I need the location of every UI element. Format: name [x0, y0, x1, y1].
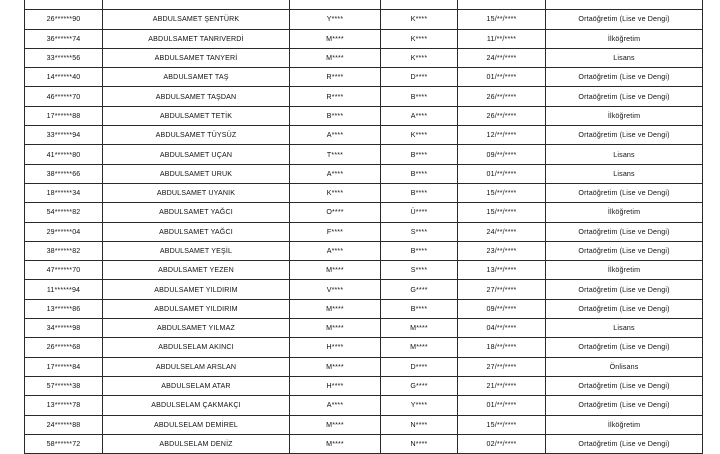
id-cell: 38******82 — [25, 241, 103, 260]
education-cell: Ortaöğretim (Lise ve Dengi) — [546, 396, 703, 415]
mother-initial-cell: B**** — [381, 241, 458, 260]
father-initial-cell: R**** — [290, 68, 381, 87]
date-cell: 01/**/**** — [458, 164, 546, 183]
name-cell: ABDULSAMET URUK — [103, 164, 290, 183]
education-cell: Ortaöğretim (Lise ve Dengi) — [546, 299, 703, 318]
date-cell: 23/**/**** — [458, 241, 546, 260]
id-cell: 46******70 — [25, 87, 103, 106]
name-cell: ABDULSAMET TÜYSÜZ — [103, 126, 290, 145]
education-cell: Önlisans — [546, 357, 703, 376]
records-table — [24, 0, 703, 454]
mother-initial-cell: K**** — [381, 10, 458, 29]
mother-initial-cell: B**** — [381, 183, 458, 202]
mother-initial-cell: D**** — [381, 357, 458, 376]
education-cell: Ortaöğretim (Lise ve Dengi) — [546, 376, 703, 395]
table-row — [25, 48, 703, 67]
table-row — [25, 164, 703, 183]
table-row — [25, 261, 703, 280]
education-cell: Ortaöğretim (Lise ve Dengi) — [546, 183, 703, 202]
mother-initial-cell: Y**** — [381, 396, 458, 415]
id-cell: 18******34 — [25, 183, 103, 202]
table-row — [25, 396, 703, 415]
name-cell: ABDULSAMET TANYERİ — [103, 48, 290, 67]
name-cell: ABDULSAMET UYANIK — [103, 183, 290, 202]
father-initial-cell: T**** — [290, 145, 381, 164]
table-row — [25, 10, 703, 29]
date-cell: 18/**/**** — [458, 338, 546, 357]
id-cell: 34******98 — [25, 319, 103, 338]
father-initial-cell: F**** — [290, 222, 381, 241]
education-cell: Ortaöğretim (Lise ve Dengi) — [546, 338, 703, 357]
id-cell: 47******70 — [25, 261, 103, 280]
education-cell: İlköğretim — [546, 203, 703, 222]
date-cell: 15/**/**** — [458, 10, 546, 29]
id-cell: 36******74 — [25, 29, 103, 48]
table-cell — [546, 0, 703, 10]
name-cell: ABDULSELAM AKINCI — [103, 338, 290, 357]
id-cell: 17******88 — [25, 106, 103, 125]
table-row — [25, 357, 703, 376]
name-cell: ABDULSAMET TAŞDAN — [103, 87, 290, 106]
education-cell: Ortaöğretim (Lise ve Dengi) — [546, 126, 703, 145]
father-initial-cell: B**** — [290, 106, 381, 125]
father-initial-cell: M**** — [290, 434, 381, 453]
records-table-body — [25, 0, 703, 454]
date-cell: 13/**/**** — [458, 261, 546, 280]
table-row — [25, 87, 703, 106]
father-initial-cell: V**** — [290, 280, 381, 299]
date-cell: 24/**/**** — [458, 48, 546, 67]
name-cell: ABDULSAMET YILDIRIM — [103, 299, 290, 318]
education-cell: İlköğretim — [546, 261, 703, 280]
father-initial-cell: Y**** — [290, 10, 381, 29]
date-cell: 04/**/**** — [458, 319, 546, 338]
father-initial-cell: M**** — [290, 299, 381, 318]
id-cell: 13******78 — [25, 396, 103, 415]
father-initial-cell: M**** — [290, 261, 381, 280]
education-cell: Ortaöğretim (Lise ve Dengi) — [546, 280, 703, 299]
mother-initial-cell: S**** — [381, 261, 458, 280]
table-row — [25, 68, 703, 87]
id-cell: 54******82 — [25, 203, 103, 222]
table-row — [25, 299, 703, 318]
date-cell: 11/**/**** — [458, 29, 546, 48]
mother-initial-cell: B**** — [381, 299, 458, 318]
education-cell: Ortaöğretim (Lise ve Dengi) — [546, 10, 703, 29]
father-initial-cell: K**** — [290, 183, 381, 202]
education-cell: Lisans — [546, 48, 703, 67]
name-cell: ABDULSAMET ŞENTÜRK — [103, 10, 290, 29]
name-cell: ABDULSAMET TANRIVERDİ — [103, 29, 290, 48]
name-cell: ABDULSAMET YILDIRIM — [103, 280, 290, 299]
father-initial-cell: H**** — [290, 376, 381, 395]
id-cell: 41******80 — [25, 145, 103, 164]
date-cell: 02/**/**** — [458, 434, 546, 453]
father-initial-cell: H**** — [290, 338, 381, 357]
father-initial-cell: R**** — [290, 87, 381, 106]
education-cell: Ortaöğretim (Lise ve Dengi) — [546, 87, 703, 106]
name-cell: ABDULSAMET YAĞCI — [103, 222, 290, 241]
name-cell: ABDULSAMET YEZEN — [103, 261, 290, 280]
date-cell: 15/**/**** — [458, 183, 546, 202]
father-initial-cell: M**** — [290, 29, 381, 48]
table-cell — [381, 0, 458, 10]
father-initial-cell: M**** — [290, 319, 381, 338]
mother-initial-cell: B**** — [381, 87, 458, 106]
name-cell: ABDULSELAM DENİZ — [103, 434, 290, 453]
education-cell: İlköğretim — [546, 29, 703, 48]
id-cell: 29******04 — [25, 222, 103, 241]
education-cell: Lisans — [546, 164, 703, 183]
id-cell: 33******56 — [25, 48, 103, 67]
table-row — [25, 319, 703, 338]
table-row — [25, 280, 703, 299]
mother-initial-cell: N**** — [381, 415, 458, 434]
mother-initial-cell: B**** — [381, 164, 458, 183]
id-cell: 57******38 — [25, 376, 103, 395]
mother-initial-cell: M**** — [381, 338, 458, 357]
table-row-partial — [25, 0, 703, 10]
date-cell: 27/**/**** — [458, 280, 546, 299]
table-cell — [290, 0, 381, 10]
name-cell: ABDULSAMET TETİK — [103, 106, 290, 125]
table-row — [25, 434, 703, 453]
table-row — [25, 338, 703, 357]
name-cell: ABDULSAMET UÇAN — [103, 145, 290, 164]
date-cell: 01/**/**** — [458, 396, 546, 415]
id-cell: 24******88 — [25, 415, 103, 434]
date-cell: 09/**/**** — [458, 145, 546, 164]
father-initial-cell: A**** — [290, 396, 381, 415]
id-cell: 26******68 — [25, 338, 103, 357]
id-cell: 17******84 — [25, 357, 103, 376]
table-row — [25, 126, 703, 145]
mother-initial-cell: B**** — [381, 145, 458, 164]
table-row — [25, 376, 703, 395]
table-row — [25, 106, 703, 125]
education-cell: Ortaöğretim (Lise ve Dengi) — [546, 241, 703, 260]
date-cell: 01/**/**** — [458, 68, 546, 87]
education-cell: Ortaöğretim (Lise ve Dengi) — [546, 434, 703, 453]
education-cell: İlköğretim — [546, 415, 703, 434]
id-cell: 33******94 — [25, 126, 103, 145]
father-initial-cell: O**** — [290, 203, 381, 222]
date-cell: 24/**/**** — [458, 222, 546, 241]
id-cell: 38******66 — [25, 164, 103, 183]
mother-initial-cell: M**** — [381, 319, 458, 338]
mother-initial-cell: N**** — [381, 434, 458, 453]
table-cell — [25, 0, 103, 10]
education-cell: Ortaöğretim (Lise ve Dengi) — [546, 222, 703, 241]
table-row — [25, 203, 703, 222]
id-cell: 11******94 — [25, 280, 103, 299]
date-cell: 21/**/**** — [458, 376, 546, 395]
father-initial-cell: M**** — [290, 48, 381, 67]
name-cell: ABDULSAMET YILMAZ — [103, 319, 290, 338]
education-cell: Ortaöğretim (Lise ve Dengi) — [546, 68, 703, 87]
name-cell: ABDULSAMET TAŞ — [103, 68, 290, 87]
father-initial-cell: A**** — [290, 126, 381, 145]
table-row — [25, 145, 703, 164]
table-row — [25, 29, 703, 48]
table-row — [25, 222, 703, 241]
mother-initial-cell: A**** — [381, 106, 458, 125]
education-cell: Lisans — [546, 145, 703, 164]
mother-initial-cell: S**** — [381, 222, 458, 241]
id-cell: 13******86 — [25, 299, 103, 318]
mother-initial-cell: K**** — [381, 29, 458, 48]
mother-initial-cell: K**** — [381, 126, 458, 145]
date-cell: 27/**/**** — [458, 357, 546, 376]
mother-initial-cell: D**** — [381, 68, 458, 87]
date-cell: 26/**/**** — [458, 87, 546, 106]
education-cell: Lisans — [546, 319, 703, 338]
id-cell: 26******90 — [25, 10, 103, 29]
father-initial-cell: M**** — [290, 357, 381, 376]
name-cell: ABDULSAMET YAĞCI — [103, 203, 290, 222]
date-cell: 15/**/**** — [458, 415, 546, 434]
name-cell: ABDULSELAM ATAR — [103, 376, 290, 395]
father-initial-cell: A**** — [290, 164, 381, 183]
mother-initial-cell: G**** — [381, 376, 458, 395]
table-row — [25, 183, 703, 202]
date-cell: 15/**/**** — [458, 203, 546, 222]
mother-initial-cell: G**** — [381, 280, 458, 299]
table-cell — [458, 0, 546, 10]
date-cell: 12/**/**** — [458, 126, 546, 145]
id-cell: 58******72 — [25, 434, 103, 453]
name-cell: ABDULSELAM DEMİREL — [103, 415, 290, 434]
table-row — [25, 415, 703, 434]
mother-initial-cell: K**** — [381, 48, 458, 67]
name-cell: ABDULSELAM ARSLAN — [103, 357, 290, 376]
name-cell: ABDULSELAM ÇAKMAKÇI — [103, 396, 290, 415]
date-cell: 09/**/**** — [458, 299, 546, 318]
father-initial-cell: A**** — [290, 241, 381, 260]
name-cell: ABDULSAMET YEŞİL — [103, 241, 290, 260]
table-cell — [103, 0, 290, 10]
education-cell: İlköğretim — [546, 106, 703, 125]
table-row — [25, 241, 703, 260]
father-initial-cell: M**** — [290, 415, 381, 434]
id-cell: 14******40 — [25, 68, 103, 87]
mother-initial-cell: Ü**** — [381, 203, 458, 222]
date-cell: 26/**/**** — [458, 106, 546, 125]
